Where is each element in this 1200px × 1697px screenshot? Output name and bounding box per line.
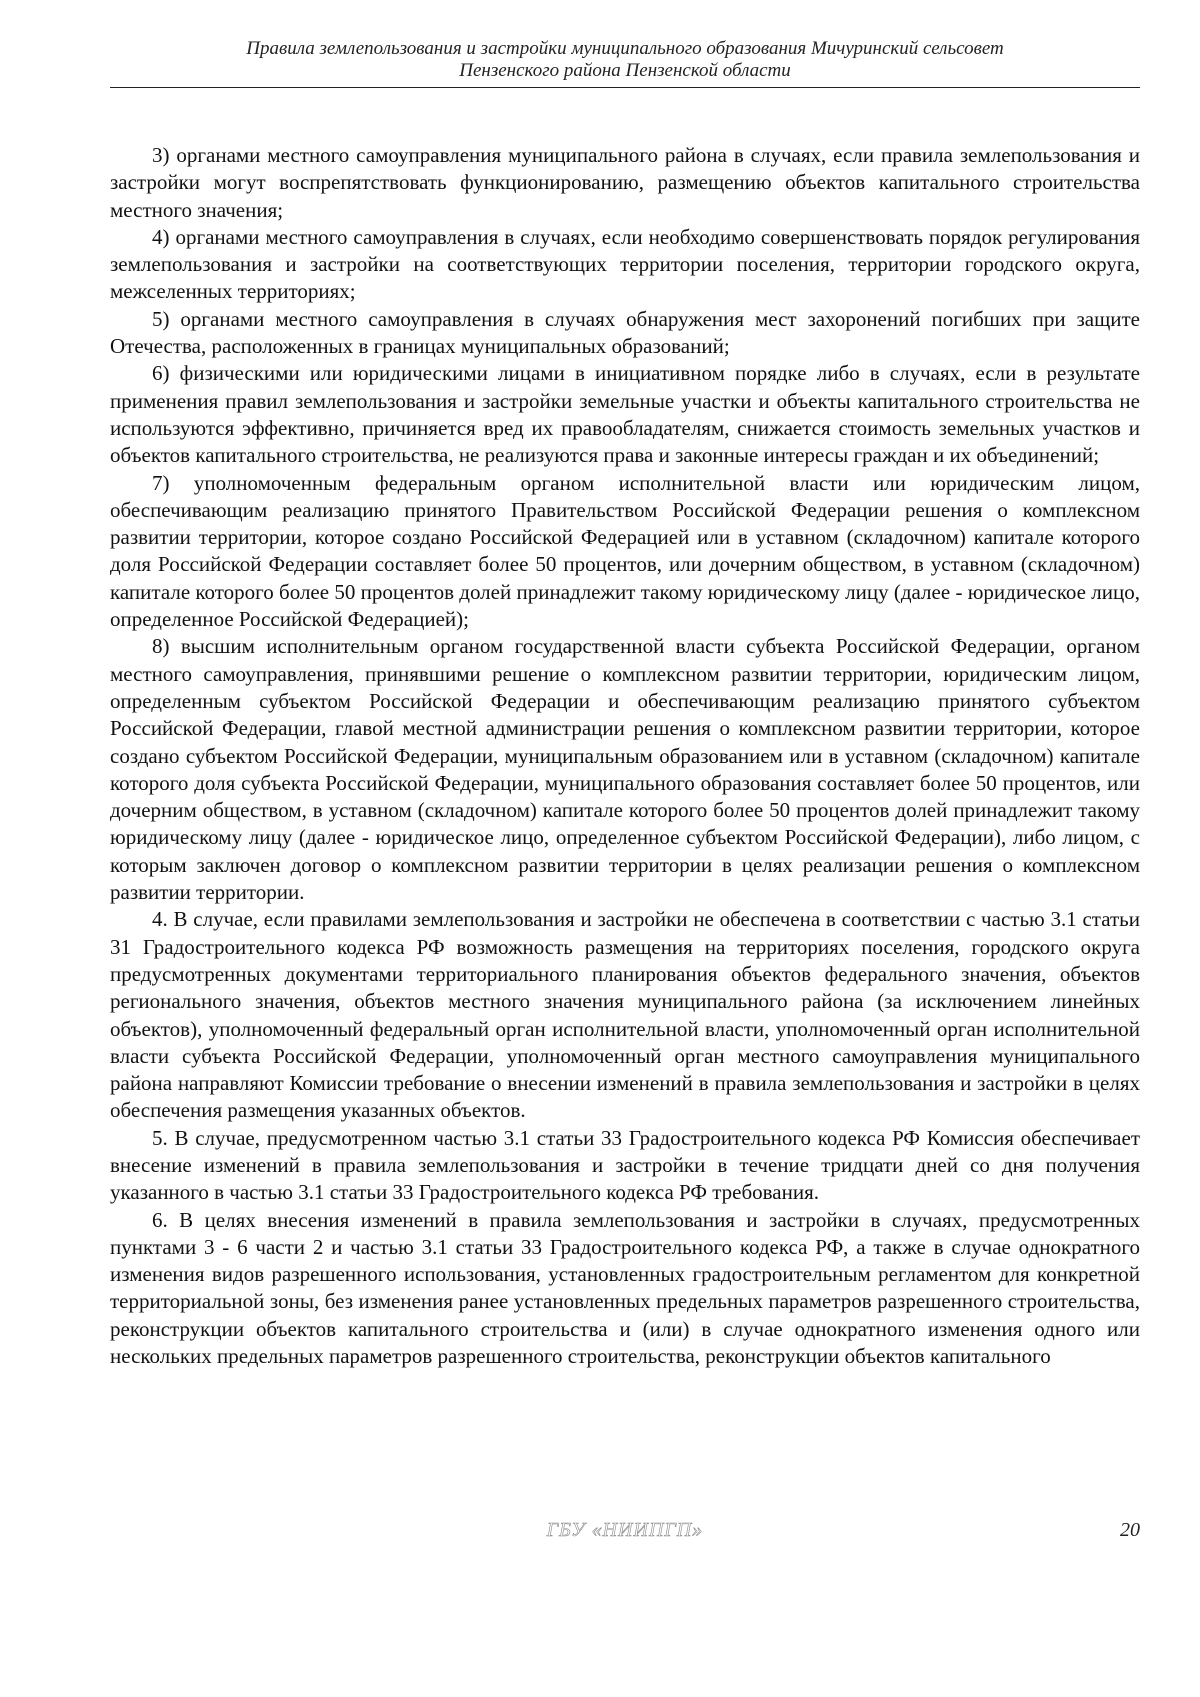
paragraph-item-5: 5) органами местного самоуправления в случаях обнаружения мест захоронений погибших при защите Отечества, расположенных в границах муниципальных образований; [110, 306, 1140, 359]
document-body [110, 142, 1140, 1370]
paragraph-item-4: 4) органами местного самоуправления в случаях, если необходимо совершенствовать порядок регулирования землепользования и застройки на соответствующих территории поселения, территории городского округа, межселенных территориях; [110, 224, 1140, 304]
paragraph-item-7: 7) уполномоченным федеральным органом исполнительной власти или юридическим лицом, обеспечивающим реализацию принятого Правительством Российской Федерации решения о комплексном развитии территории, которое создано Российской Федерацией или в уставном (складочном) капитале которого доля Российской Федерации составляет более 50 процентов, или дочерним обществом, в уставном (складочном) капитале которого более 50 процентов долей принадлежит такому юридическому лицу (далее - юридическое лицо, определенное Российской Федерацией); [110, 470, 1140, 632]
header-title-line-2: Пензенского района Пензенской области [459, 60, 791, 81]
paragraph-clause-4: 4. В случае, если правилами землепользования и застройки не обеспечена в соответствии с частью 3.1 статьи 31 Градостроительного кодекса РФ возможность размещения на территориях поселения, городского округа предусмотренных документами территориального планирования объектов федерального значения, объектов регионального значения, объектов местного значения муниципального района (за исключением линейных объектов), уполномоченный федеральный орган исполнительной власти, уполномоченный орган исполнительной власти субъекта Российской Федерации, уполномоченный орган местного самоуправления муниципального района направляют Комиссии требование о внесении изменений в правила землепользования и застройки в целях обеспечения размещения указанных объектов. [110, 907, 1140, 1123]
paragraph-clause-6: 6. В целях внесения изменений в правила землепользования и застройки в случаях, предусмотренных пунктами 3 - 6 части 2 и частью 3.1 статьи 33 Градостроительного кодекса РФ, а также в случае однократного изменения видов разрешенного использования, установленных градостроительным регламентом для конкретной территориальной зоны, без изменения ранее установленных предельных параметров разрешенного строительства, реконструкции объектов капитального строительства и (или) в случае однократного изменения одного или нескольких предельных параметров разрешенного строительства, реконструкции объектов капитального [110, 1207, 1140, 1369]
page-footer [110, 1519, 1140, 1545]
paragraph-item-8: 8) высшим исполнительным органом государственной власти субъекта Российской Федерации, органом местного самоуправления, принявшими решение о комплексном развитии территории, юридическим лицом, определенным субъектом Российской Федерации и обеспечивающим реализацию принятого субъектом Российской Федерации, главой местной администрации решения о комплексном развитии территории, которое создано субъектом Российской Федерации, муниципальным образованием или в уставном (складочном) капитале которого доля субъекта Российской Федерации, муниципального образования составляет более 50 процентов, или дочерним обществом, в уставном (складочном) капитале которого более 50 процентов долей принадлежит такому юридическому лицу (далее - юридическое лицо, определенное субъектом Российской Федерации), либо лицом, с которым заключен договор о комплексном развитии территории в целях реализации решения о комплексном развитии территории. [110, 634, 1140, 905]
header-divider [110, 87, 1140, 88]
header-title-line-1: Правила землепользования и застройки муниципального образования Мичуринский сельсовет [246, 38, 1004, 59]
page-header [110, 38, 1140, 82]
paragraph-clause-5: 5. В случае, предусмотренном частью 3.1 статьи 33 Градостроительного кодекса РФ Комиссия обеспечивает внесение изменений в правила землепользования и застройки в течение тридцати дней со дня получения указанного в частью 3.1 статьи 33 Градостроительного кодекса РФ требования. [110, 1125, 1140, 1205]
paragraph-item-6: 6) физическими или юридическими лицами в инициативном порядке либо в случаях, если в результате применения правил землепользования и застройки земельные участки и объекты капитального строительства не используются эффективно, причиняется вред их правообладателям, снижается стоимость земельных участков и объектов капитального строительства, не реализуются права и законные интересы граждан и их объединений; [110, 361, 1140, 468]
page-number: 20 [1120, 1519, 1140, 1541]
paragraph-item-3: 3) органами местного самоуправления муниципального района в случаях, если правила землепользования и застройки могут воспрепятствовать функционированию, размещению объектов капитального строительства местного значения; [110, 143, 1140, 222]
footer-organization-watermark: ГБУ «НИИПГП» [546, 1519, 704, 1541]
